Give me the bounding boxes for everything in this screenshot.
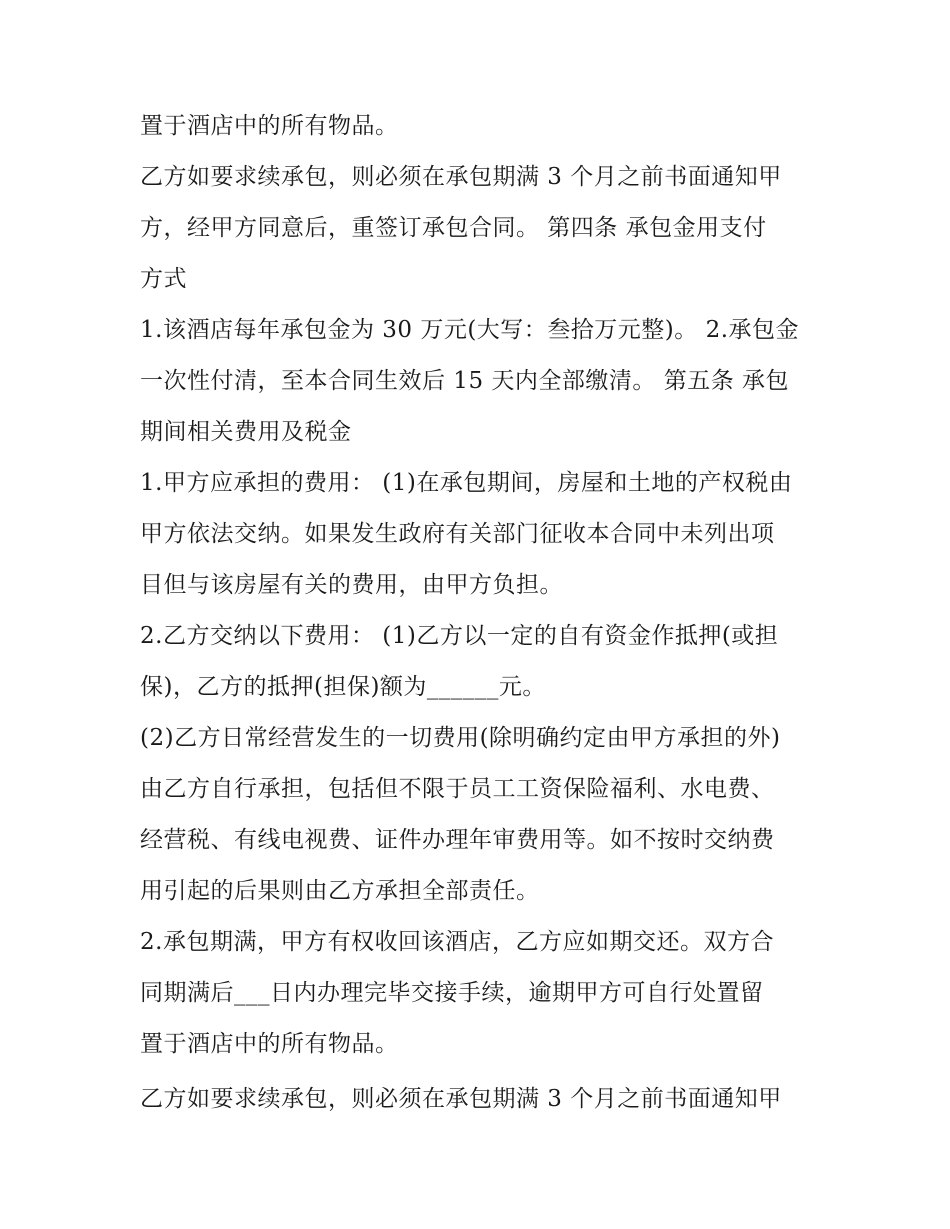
text-line: 经营税、有线电视费、证件办理年审费用等。如不按时交纳费: [140, 827, 775, 853]
paragraph: [140, 152, 830, 305]
text-line: 期间相关费用及税金: [140, 419, 352, 445]
paragraph: [140, 713, 830, 917]
text-line: 用引起的后果则由乙方承担全部责任。: [140, 878, 540, 904]
text-line: 方式: [140, 266, 187, 292]
text-line: 由乙方自行承担，包括但不限于员工工资保险福利、水电费、: [140, 776, 775, 802]
paragraph: [140, 917, 830, 1070]
text-line: 甲方依法交纳。如果发生政府有关部门征收本合同中未列出项: [140, 521, 775, 547]
text-line: 目但与该房屋有关的费用，由甲方负担。: [140, 572, 563, 598]
text-line: 乙方如要求续承包，则必须在承包期满 3 个月之前书面通知甲: [140, 1086, 782, 1112]
text-line: 方，经甲方同意后，重签订承包合同。 第四条 承包金用支付: [140, 215, 767, 241]
paragraph: [140, 101, 830, 152]
text-line: 置于酒店中的所有物品。: [140, 113, 399, 139]
text-line: 置于酒店中的所有物品。: [140, 1031, 399, 1057]
paragraph: [140, 611, 830, 713]
text-line: 一次性付清，至本合同生效后 15 天内全部缴清。 第五条 承包: [140, 368, 790, 394]
text-line: 1.该酒店每年承包金为 30 万元(大写：叁拾万元整)。 2.承包金: [140, 317, 800, 343]
text-line: 1.甲方应承担的费用： (1)在承包期间，房屋和土地的产权税由: [140, 470, 793, 496]
document-body: [140, 101, 830, 1125]
text-line: (2)乙方日常经营发生的一切费用(除明确约定由甲方承担的外): [140, 725, 781, 751]
text-line: 2.承包期满，甲方有权收回该酒店，乙方应如期交还。双方合: [140, 929, 774, 955]
paragraph: [140, 305, 830, 458]
text-line: 乙方如要求续承包，则必须在承包期满 3 个月之前书面通知甲: [140, 164, 782, 190]
text-line: 保)，乙方的抵押(担保)额为______元。: [140, 674, 546, 700]
paragraph: [140, 1074, 830, 1125]
paragraph: [140, 458, 830, 611]
text-line: 同期满后___日内办理完毕交接手续，逾期甲方可自行处置留: [140, 980, 764, 1006]
text-line: 2.乙方交纳以下费用： (1)乙方以一定的自有资金作抵押(或担: [140, 623, 779, 649]
